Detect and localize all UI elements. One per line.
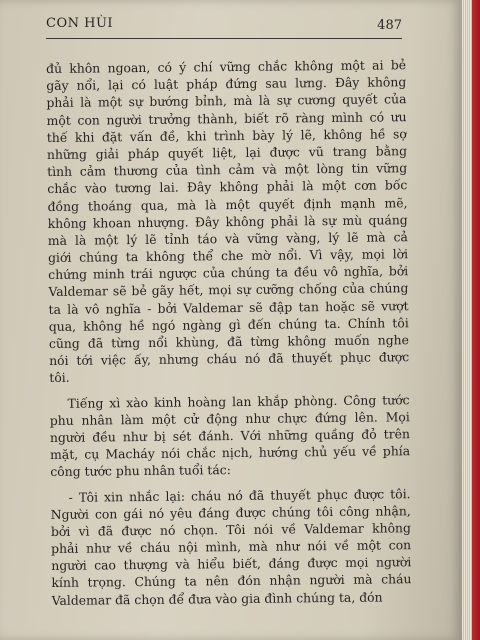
page-stack-edges bbox=[462, 0, 472, 640]
text-line: gãy nổi, lại có luật pháp đứng sau lưng. Đây không bbox=[46, 74, 407, 94]
paragraph bbox=[46, 56, 409, 386]
text-line: phải như về cháu nội mình, mà như nói về một con bbox=[51, 537, 412, 557]
text-line: Tiếng xì xào kinh hoàng lan khắp phòng. Công tước bbox=[67, 391, 410, 411]
page-header bbox=[46, 12, 402, 39]
text-line: - Tôi xin nhắc lại: cháu nó đã thuyết phục được tôi. bbox=[68, 485, 411, 505]
text-line: nói tới việc ấy, nhưng cháu nó đã thuyết phục được bbox=[49, 349, 410, 369]
text-line: những giải pháp quyết liệt, lại được vũ trang bằng bbox=[46, 143, 408, 162]
running-head: CON HÙI bbox=[46, 16, 114, 31]
text-line: công tước phu nhân tuổi tác: bbox=[50, 462, 231, 480]
text-line: kính trọng. Chúng ta nên đón nhận người mà cháu bbox=[51, 571, 412, 591]
text-line: phải là một sự bướng bỉnh, mà là sự cương quyết của bbox=[46, 91, 407, 111]
text-line: chứng minh trái ngược của chúng ta đều vô nghĩa, bởi bbox=[48, 263, 409, 283]
text-line: Valdemar sẽ bẻ gãy hết, mọi sự cưỡng chống của chúng bbox=[48, 280, 409, 300]
text-line: tôi. bbox=[49, 370, 70, 386]
text-line: tình cảm thương của tình cảm và một lòng tin vững bbox=[47, 160, 408, 180]
text-line: giới chúng ta không thể che mờ nổi. Vì vậy, mọi lời bbox=[47, 246, 409, 266]
text-line: Valdemar đã chọn để đưa vào gia đình chúng ta, đón bbox=[51, 589, 383, 608]
text-line: người đều như bị sét đánh. Với những quầng đỏ trên bbox=[49, 426, 411, 445]
text-line: người cao thượng và hiểu biết, đáng được mọi người bbox=[51, 554, 412, 574]
text-line: mà là một lý lẽ tỉnh táo và vững vàng, lý lẽ mà cả bbox=[47, 229, 408, 248]
text-line: cũng đã từng nổi khùng, đã từng không muốn nghe bbox=[48, 332, 410, 351]
body-text bbox=[46, 56, 412, 609]
paragraph bbox=[50, 485, 411, 609]
text-line: Người con gái nó yêu đáng được chúng tôi công nhận, bbox=[50, 502, 411, 522]
text-line: không khoan nhượng. Đây không phải là sự mù quáng bbox=[47, 211, 408, 231]
text-line: mặt, cụ Macháy nói chắc nịch, hướng chủ yếu về phía bbox=[50, 443, 411, 463]
page-number: 487 bbox=[377, 18, 402, 33]
text-line: phu nhân làm một cử động như chực đứng lên. Mọi bbox=[49, 408, 410, 428]
text-line: thế khi đặt vấn đề, khi trình bày lý lẽ, không hề sợ bbox=[46, 125, 407, 145]
text-line: ta là vô nghĩa - bởi Valdemar sẽ đập tan hoặc sẽ vượt bbox=[48, 297, 409, 317]
text-line: đủ khôn ngoan, có ý chí vững chắc không một ai bẻ bbox=[46, 57, 407, 76]
text-line: đồng thoáng qua, mà là một quyết định mạnh mẽ, bbox=[47, 194, 408, 214]
paragraph bbox=[50, 391, 411, 481]
text-line: bởi vì đã được nó chọn. Tôi nói về Valdemar không bbox=[50, 520, 411, 539]
text-line: chắc vào tương lai. Đây không phải là một cơn bốc bbox=[47, 177, 408, 197]
text-line: qua, không hề ngó ngàng gì đến chúng ta. Chính tôi bbox=[48, 315, 409, 334]
text-line: một con người trưởng thành, biết rõ ràng mình có ưu bbox=[46, 108, 407, 128]
